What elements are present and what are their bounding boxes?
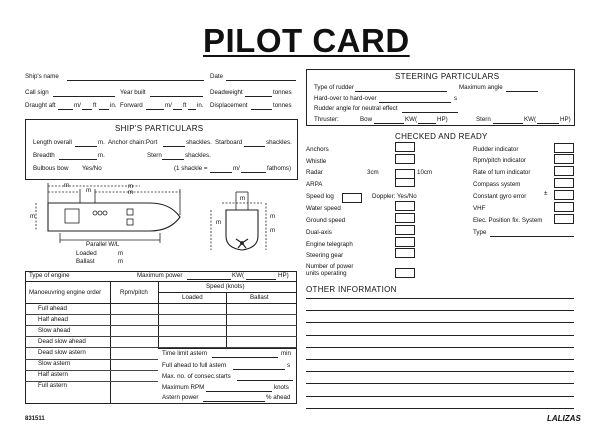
full-ahead-astern-field[interactable] xyxy=(233,369,285,370)
type-of-rudder-label: Type of rudder xyxy=(314,84,354,91)
check-item-checkbox[interactable] xyxy=(554,214,574,224)
parallel-wl-label: Parallel W/L xyxy=(86,241,120,248)
time-limit-label: Time limit astern xyxy=(162,350,208,357)
check-item-label: Constant gyro error xyxy=(473,193,527,200)
stern-shackles-field[interactable] xyxy=(162,159,184,160)
steering-particulars-heading: STEERING PARTICULARS xyxy=(395,72,500,81)
year-built-label: Year built xyxy=(120,89,146,96)
time-limit-field[interactable] xyxy=(212,357,278,358)
other-info-heading: OTHER INFORMATION xyxy=(306,285,397,294)
engine-order-label: Half astern xyxy=(38,371,68,379)
row-divider xyxy=(25,281,297,282)
check-item-checkbox[interactable] xyxy=(554,178,574,188)
power-units-label: Number of power xyxy=(306,263,354,270)
check-item-label: ARPA xyxy=(306,181,323,188)
breadth-label: Breadth xyxy=(33,152,55,159)
row-divider xyxy=(25,325,297,326)
starboard-label: Starboard xyxy=(215,139,243,146)
draught-aft-in-field[interactable] xyxy=(99,109,109,110)
unit-label: m/ xyxy=(165,102,172,109)
brand-logo: LALIZAS xyxy=(547,414,581,423)
astern-power-field[interactable] xyxy=(203,401,265,402)
max-rpm-field[interactable] xyxy=(206,391,272,392)
deadweight-label: Deadweight xyxy=(210,89,243,96)
loaded-header: Loaded xyxy=(182,294,203,301)
displacement-label: Displacement xyxy=(210,102,248,109)
date-label: Date xyxy=(210,73,224,80)
bow-kw-field[interactable] xyxy=(374,123,404,124)
draught-aft-m-field[interactable] xyxy=(58,109,73,110)
max-rpm-label: Maximum RPM xyxy=(162,384,205,391)
check-item-checkbox[interactable] xyxy=(554,166,574,176)
port-shackles-field[interactable] xyxy=(163,146,185,147)
dim-label: m xyxy=(118,258,124,265)
full-ahead-astern-label: Full ahead to full astern xyxy=(162,362,227,369)
row-divider xyxy=(25,370,158,371)
tonnes-label: tonnes xyxy=(273,102,292,109)
radar-3cm-label: 3cm xyxy=(367,169,379,176)
check-item-checkbox[interactable] xyxy=(554,202,574,212)
check-item-label: Engine telegraph xyxy=(306,241,353,248)
forward-ft-field[interactable] xyxy=(173,109,182,110)
ballast-header: Ballast xyxy=(250,294,269,301)
col-divider xyxy=(110,281,111,404)
check-item-checkbox[interactable] xyxy=(395,142,415,152)
row-divider xyxy=(158,292,297,293)
type-of-engine-label: Type of engine xyxy=(29,272,70,279)
length-overall-label: Length overall xyxy=(33,139,72,146)
row-divider xyxy=(25,314,297,315)
speed-log-checkbox[interactable] xyxy=(342,193,362,203)
deadweight-field[interactable] xyxy=(245,96,272,97)
forward-label: Forward xyxy=(120,102,143,109)
starboard-shackles-field[interactable] xyxy=(244,146,265,147)
displacement-field[interactable] xyxy=(251,109,272,110)
dim-label: m xyxy=(270,227,276,234)
stern-kw-field[interactable] xyxy=(493,123,523,124)
bow-label: Bow xyxy=(360,116,373,123)
check-item-checkbox[interactable] xyxy=(554,190,574,200)
check-item-label: Speed log xyxy=(306,193,334,200)
ballast-label: Ballast xyxy=(76,258,95,265)
stern-thruster-label: Stern xyxy=(476,116,491,123)
radar-3cm-checkbox[interactable] xyxy=(395,169,415,179)
shackle-note-label: (1 shackle = xyxy=(174,165,208,172)
col-divider xyxy=(226,292,227,348)
thruster-label: Thruster: xyxy=(314,116,339,123)
check-item-checkbox[interactable] xyxy=(554,154,574,164)
dim-label: m xyxy=(86,187,92,194)
unit-label: ft xyxy=(93,102,97,109)
unit-label: KW( xyxy=(232,272,245,279)
dim-label: m xyxy=(118,250,124,257)
check-item-label: Steering gear xyxy=(306,252,344,259)
dim-label: m xyxy=(64,182,70,189)
speed-knots-header: Speed (knots) xyxy=(206,283,245,290)
forward-m-field[interactable] xyxy=(146,109,164,110)
check-item-label: Dual-axis xyxy=(306,229,332,236)
rudder-angle-label: Rudder angle for neutral effect xyxy=(314,105,398,112)
check-item-label: Anchors xyxy=(306,146,329,153)
dim-label: m xyxy=(128,189,134,196)
unit-label: HP) xyxy=(437,116,448,123)
unit-label: s xyxy=(287,362,291,369)
check-item-label: Type xyxy=(473,229,487,236)
check-item-label: Ground speed xyxy=(306,217,346,224)
dim-label: m xyxy=(240,195,246,202)
unit-label: shackles. xyxy=(266,139,292,146)
hard-over-label: Hard-over to hard-over xyxy=(314,95,377,102)
forward-in-field[interactable] xyxy=(188,109,196,110)
radar-10cm-label: 10cm xyxy=(417,169,433,176)
unit-label: fathoms) xyxy=(267,165,292,172)
unit-label: in. xyxy=(110,102,117,109)
tonnes-label: tonnes xyxy=(273,89,292,96)
shackle-fathoms-field[interactable] xyxy=(241,172,266,173)
dim-label: m xyxy=(270,213,276,220)
row-divider xyxy=(25,303,297,304)
check-item-checkbox[interactable] xyxy=(554,143,574,153)
astern-power-label: Astern power xyxy=(162,394,199,401)
ship-name-field[interactable] xyxy=(67,80,204,81)
date-field[interactable] xyxy=(226,80,296,81)
other-info-line[interactable] xyxy=(306,322,574,323)
check-item-label: Rpm/pitch indicator xyxy=(473,157,526,164)
call-sign-label: Call sign xyxy=(25,89,49,96)
other-info-line[interactable] xyxy=(306,335,574,336)
unit-label: KW( xyxy=(405,116,418,123)
max-power-hp-field[interactable] xyxy=(246,279,276,280)
power-units-checkbox[interactable] xyxy=(395,268,415,278)
dim-label: m xyxy=(128,183,134,190)
unit-label: m. xyxy=(98,152,105,159)
dim-label: m xyxy=(216,219,222,226)
other-info-line[interactable] xyxy=(306,383,574,384)
unit-label: shackles. xyxy=(185,152,211,159)
max-consec-field[interactable] xyxy=(237,380,293,381)
other-info-line[interactable] xyxy=(306,396,574,397)
unit-label: s xyxy=(454,95,458,102)
unit-label: knots xyxy=(274,384,289,391)
max-angle-field[interactable] xyxy=(506,91,538,92)
type-of-rudder-field[interactable] xyxy=(355,91,447,92)
product-code: 831511 xyxy=(25,416,45,422)
unit-label: ft xyxy=(183,102,187,109)
rudder-angle-field[interactable] xyxy=(402,112,458,113)
unit-label: shackles. xyxy=(186,139,212,146)
unit-label: m/ xyxy=(74,102,81,109)
draught-aft-ft-field[interactable] xyxy=(82,109,92,110)
other-info-line[interactable] xyxy=(306,310,574,311)
row-divider xyxy=(25,359,158,360)
rpm-pitch-header: Rpm/pitch xyxy=(120,289,148,296)
bulbous-bow-label: Bulbous bow xyxy=(33,165,69,172)
engine-order-label: Slow astern xyxy=(38,360,71,367)
shackle-m-field[interactable] xyxy=(210,172,232,173)
type-field[interactable] xyxy=(490,236,574,237)
ships-particulars-heading: SHIP'S PARTICULARS xyxy=(115,124,204,133)
check-item-label: VHF xyxy=(473,205,486,212)
breadth-field[interactable] xyxy=(59,159,97,160)
power-units-label-2: units operating xyxy=(306,270,347,277)
engine-order-label: Dead slow astern xyxy=(38,348,86,356)
check-item-label: Water speed xyxy=(306,205,341,212)
other-info-line[interactable] xyxy=(306,408,574,409)
page-title: PILOT CARD xyxy=(203,22,410,59)
doppler-label: Doppler: Yes/No xyxy=(372,193,417,200)
bulbous-bow-option[interactable]: Yes/No xyxy=(82,165,102,172)
unit-label: KW( xyxy=(524,116,537,123)
check-item-checkbox[interactable] xyxy=(395,248,415,258)
engine-order-label: Dead slow ahead xyxy=(38,337,86,345)
check-item-checkbox[interactable] xyxy=(395,237,415,247)
other-info-line[interactable] xyxy=(306,298,574,299)
check-item-label: Rate of turn indicator xyxy=(473,169,531,176)
engine-order-label: Full astern xyxy=(38,382,67,390)
year-built-field[interactable] xyxy=(150,96,203,97)
stern-hp-field[interactable] xyxy=(537,123,559,124)
check-item-checkbox[interactable] xyxy=(395,225,415,235)
bow-hp-field[interactable] xyxy=(418,123,436,124)
checked-ready-heading: CHECKED AND READY xyxy=(395,132,488,141)
manoeuvring-header: Manoeuvring engine order xyxy=(29,289,102,296)
call-sign-field[interactable] xyxy=(53,96,115,97)
engine-order-label: Full ahead xyxy=(38,304,67,312)
max-consec-label: Max. no. of consec.starts xyxy=(162,373,231,380)
check-item-checkbox[interactable] xyxy=(395,213,415,223)
anchor-chain-label: Anchor chain:Port xyxy=(108,139,158,146)
unit-label: min xyxy=(281,350,291,357)
check-item-checkbox[interactable] xyxy=(395,154,415,164)
gyro-sign: ± xyxy=(544,190,548,197)
engine-order-label: Half ahead xyxy=(38,315,68,323)
loaded-label: Loaded xyxy=(76,250,97,257)
other-info-line[interactable] xyxy=(306,347,574,348)
other-info-line[interactable] xyxy=(306,371,574,372)
row-divider xyxy=(25,336,297,337)
length-overall-field[interactable] xyxy=(75,146,97,147)
row-divider xyxy=(25,381,158,382)
unit-label: % ahead xyxy=(266,394,291,401)
draught-aft-label: Draught aft xyxy=(25,102,56,109)
unit-label: m. xyxy=(98,139,105,146)
stern-label: Stern xyxy=(147,152,162,159)
other-info-line[interactable] xyxy=(306,359,574,360)
row-divider xyxy=(158,348,297,349)
max-power-label: Maximum power xyxy=(137,272,183,279)
check-item-label: Radar xyxy=(306,169,323,176)
check-item-label: Rudder indicator xyxy=(473,146,519,153)
check-item-label: Elec. Position fix. System xyxy=(473,217,543,224)
max-power-field[interactable] xyxy=(187,279,231,280)
unit-label: in. xyxy=(197,102,204,109)
unit-label: HP) xyxy=(278,272,289,279)
check-item-label: Whistle xyxy=(306,158,327,165)
ship-name-label: Ship's name xyxy=(25,73,59,80)
hard-over-field[interactable] xyxy=(379,102,451,103)
check-item-label: Compass system xyxy=(473,181,521,188)
dim-label: m xyxy=(30,213,36,220)
check-item-checkbox[interactable] xyxy=(395,201,415,211)
max-angle-label: Maximum angle xyxy=(459,84,503,91)
unit-label: m/ xyxy=(233,165,240,172)
engine-order-label: Slow ahead xyxy=(38,326,71,334)
unit-label: HP) xyxy=(560,116,571,123)
